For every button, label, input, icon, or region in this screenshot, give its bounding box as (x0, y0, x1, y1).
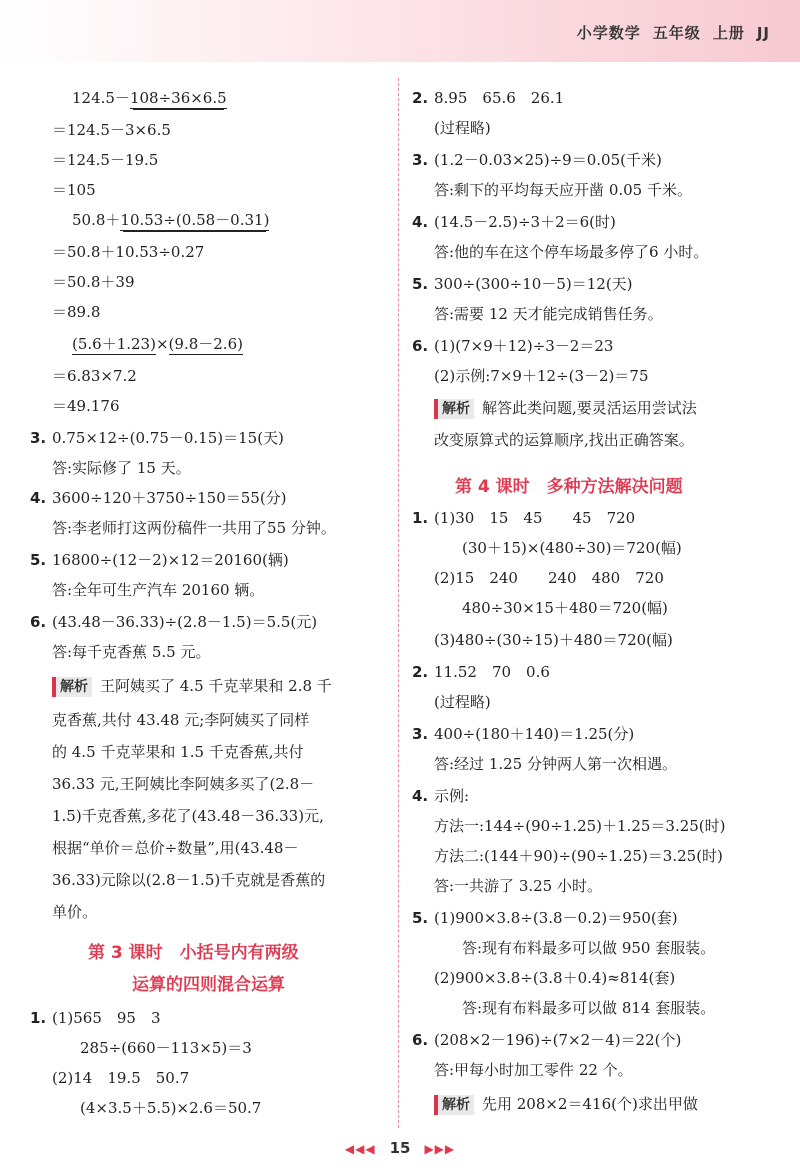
calc2-line-2: ＝50.8＋10.53÷0.27 (52, 243, 205, 261)
r-analysis-line-2: 改变原算式的运算顺序,找出正确答案。 (434, 431, 694, 449)
analysis-line-3: 的 4.5 千克苹果和 1.5 千克香蕉,共付 (52, 743, 304, 761)
l4q4-line-1: 示例: (434, 787, 470, 805)
r-q6-line-1: (1)(7×9＋12)÷3－2＝23 (434, 337, 614, 355)
l3q1-line-3: (2)14 19.5 50.7 (52, 1069, 190, 1087)
l4q4-line-2: 方法一:144÷(90÷1.25)＋1.25＝3.25(时) (434, 817, 726, 835)
l4q5-line-3: (2)900×3.8÷(3.8＋0.4)≈814(套) (434, 969, 676, 987)
l4q5-line-4: 答:现有布料最多可以做 814 套服装。 (462, 999, 716, 1017)
header-subject: 小学数学 (576, 24, 641, 42)
analysis-line-7: 36.33)元除以(2.8－1.5)千克就是香蕉的 (52, 871, 326, 889)
l4q1-line-5: (3)480÷(30÷15)＋480＝720(幅) (434, 631, 673, 649)
r-q5-equation: 300÷(300÷10－5)＝12(天) (434, 275, 633, 293)
l4q4-line-4: 答:一共游了 3.25 小时。 (434, 877, 602, 895)
calc1-line-3: ＝124.5－19.5 (52, 151, 159, 169)
r-q4-equation: (14.5－2.5)÷3＋2＝6(时) (434, 213, 616, 231)
analysis-line-2: 克香蕉,共付 43.48 元;李阿姨买了同样 (52, 711, 310, 729)
analysis-line-8: 单价。 (52, 903, 98, 921)
lesson3-title-2: 运算的四则混合运算 (132, 975, 285, 995)
l4q3-number: 3. (412, 725, 429, 743)
l4q1-line-2: (30＋15)×(480÷30)＝720(幅) (462, 539, 682, 557)
calc3-line-1: (5.6＋1.23)×(9.8－2.6) (72, 335, 243, 353)
r-q4-number: 4. (412, 213, 429, 231)
r-q2-line-1: 8.95 65.6 26.1 (434, 89, 565, 107)
r-q3-number: 3. (412, 151, 429, 169)
calc1-line-2: ＝124.5－3×6.5 (52, 121, 171, 139)
analysis-line-6: 根据“单价＝总价÷数量”,用(43.48－ (52, 839, 299, 857)
l4q1-number: 1. (412, 509, 429, 527)
l4q4-number: 4. (412, 787, 429, 805)
l4q2-line-1: 11.52 70 0.6 (434, 663, 550, 681)
l4q5-line-1: (1)900×3.8÷(3.8－0.2)＝950(套) (434, 909, 678, 927)
q4-answer: 答:李老师打这两份稿件一共用了55 分钟。 (52, 519, 336, 537)
calc1-line-4: ＝105 (52, 181, 96, 199)
page-footer (0, 1139, 800, 1157)
q3-number: 3. (30, 429, 47, 447)
header-volume: 上册 (712, 24, 745, 42)
q5-equation: 16800÷(12－2)×12＝20160(辆) (52, 551, 289, 569)
page-number: 15 (389, 1139, 411, 1157)
l4q3-answer: 答:经过 1.25 分钟两人第一次相遇。 (434, 755, 677, 773)
q3-answer: 答:实际修了 15 天。 (52, 459, 191, 477)
l4q6-equation: (208×2－196)÷(7×2－4)＝22(个) (434, 1031, 682, 1049)
header-grade: 五年级 (652, 24, 701, 42)
r-analysis2-line: 解析 先用 208×2＝416(个)求出甲做 (434, 1094, 698, 1115)
l3q1-number: 1. (30, 1009, 47, 1027)
lesson4-title: 第 4 课时 多种方法解决问题 (455, 477, 683, 497)
r-q5-answer: 答:需要 12 天才能完成销售任务。 (434, 305, 663, 323)
prev-arrows: ◀◀◀ (344, 1142, 376, 1156)
l4q5-number: 5. (412, 909, 429, 927)
calc3-line-3: ＝49.176 (52, 397, 120, 415)
r-q2-number: 2. (412, 89, 429, 107)
l3q1-line-1: (1)565 95 3 (52, 1009, 161, 1027)
header-info (565, 22, 770, 43)
r-q6-line-2: (2)示例:7×9＋12÷(3－2)＝75 (434, 367, 649, 385)
header-edition: JJ (756, 24, 770, 42)
q5-answer: 答:全年可生产汽车 20160 辆。 (52, 581, 265, 599)
l4q2-number: 2. (412, 663, 429, 681)
calc2-line-4: ＝89.8 (52, 303, 101, 321)
r-q3-answer: 答:剩下的平均每天应开凿 0.05 千米。 (434, 181, 692, 199)
calc2-line-3: ＝50.8＋39 (52, 273, 135, 291)
q3-equation: 0.75×12÷(0.75－0.15)＝15(天) (52, 429, 284, 447)
analysis-line-1: 解析 王阿姨买了 4.5 千克苹果和 2.8 千 (52, 676, 332, 697)
analysis-line-4: 36.33 元,王阿姨比李阿姨多买了(2.8－ (52, 775, 315, 793)
next-arrows: ▶▶▶ (424, 1142, 456, 1156)
l4q5-line-2: 答:现有布料最多可以做 950 套服装。 (462, 939, 716, 957)
r-q2-line-2: (过程略) (434, 119, 491, 137)
l4q4-line-3: 方法二:(144＋90)÷(90÷1.25)＝3.25(时) (434, 847, 723, 865)
r-q6-number: 6. (412, 337, 429, 355)
l4q1-line-3: (2)15 240 240 480 720 (434, 569, 664, 587)
calc2-line-1: 50.8＋10.53÷(0.58－0.31) (72, 211, 270, 229)
l3q1-line-4: (4×3.5＋5.5)×2.6＝50.7 (80, 1099, 262, 1117)
analysis-tag: 解析 (52, 677, 92, 697)
l3q1-line-2: 285÷(660－113×5)＝3 (80, 1039, 252, 1057)
q6-equation: (43.48－36.33)÷(2.8－1.5)＝5.5(元) (52, 613, 318, 631)
l4q6-number: 6. (412, 1031, 429, 1049)
l4q1-line-1: (1)30 15 45 45 720 (434, 509, 636, 527)
r-analysis-line-1: 解析 解答此类问题,要灵活运用尝试法 (434, 398, 697, 419)
l4q1-line-4: 480÷30×15＋480＝720(幅) (462, 599, 668, 617)
q6-number: 6. (30, 613, 47, 631)
analysis-line-5: 1.5)千克香蕉,多花了(43.48－36.33)元, (52, 807, 324, 825)
column-divider (398, 78, 399, 1128)
r-q3-equation: (1.2－0.03×25)÷9＝0.05(千米) (434, 151, 662, 169)
l4q2-line-2: (过程略) (434, 693, 491, 711)
l4q6-answer: 答:甲每小时加工零件 22 个。 (434, 1061, 633, 1079)
q5-number: 5. (30, 551, 47, 569)
q4-number: 4. (30, 489, 47, 507)
q4-equation: 3600÷120＋3750÷150＝55(分) (52, 489, 287, 507)
calc3-line-2: ＝6.83×7.2 (52, 367, 137, 385)
r-q4-answer: 答:他的车在这个停车场最多停了6 小时。 (434, 243, 709, 261)
q6-answer: 答:每千克香蕉 5.5 元。 (52, 643, 211, 661)
r-q5-number: 5. (412, 275, 429, 293)
calc1-line-1: 124.5－108÷36×6.5 (72, 89, 227, 107)
r-analysis-tag: 解析 (434, 399, 474, 419)
l4q3-equation: 400÷(180＋140)＝1.25(分) (434, 725, 635, 743)
r-analysis2-tag: 解析 (434, 1095, 474, 1115)
lesson3-title-1: 第 3 课时 小括号内有两级 (88, 943, 299, 963)
